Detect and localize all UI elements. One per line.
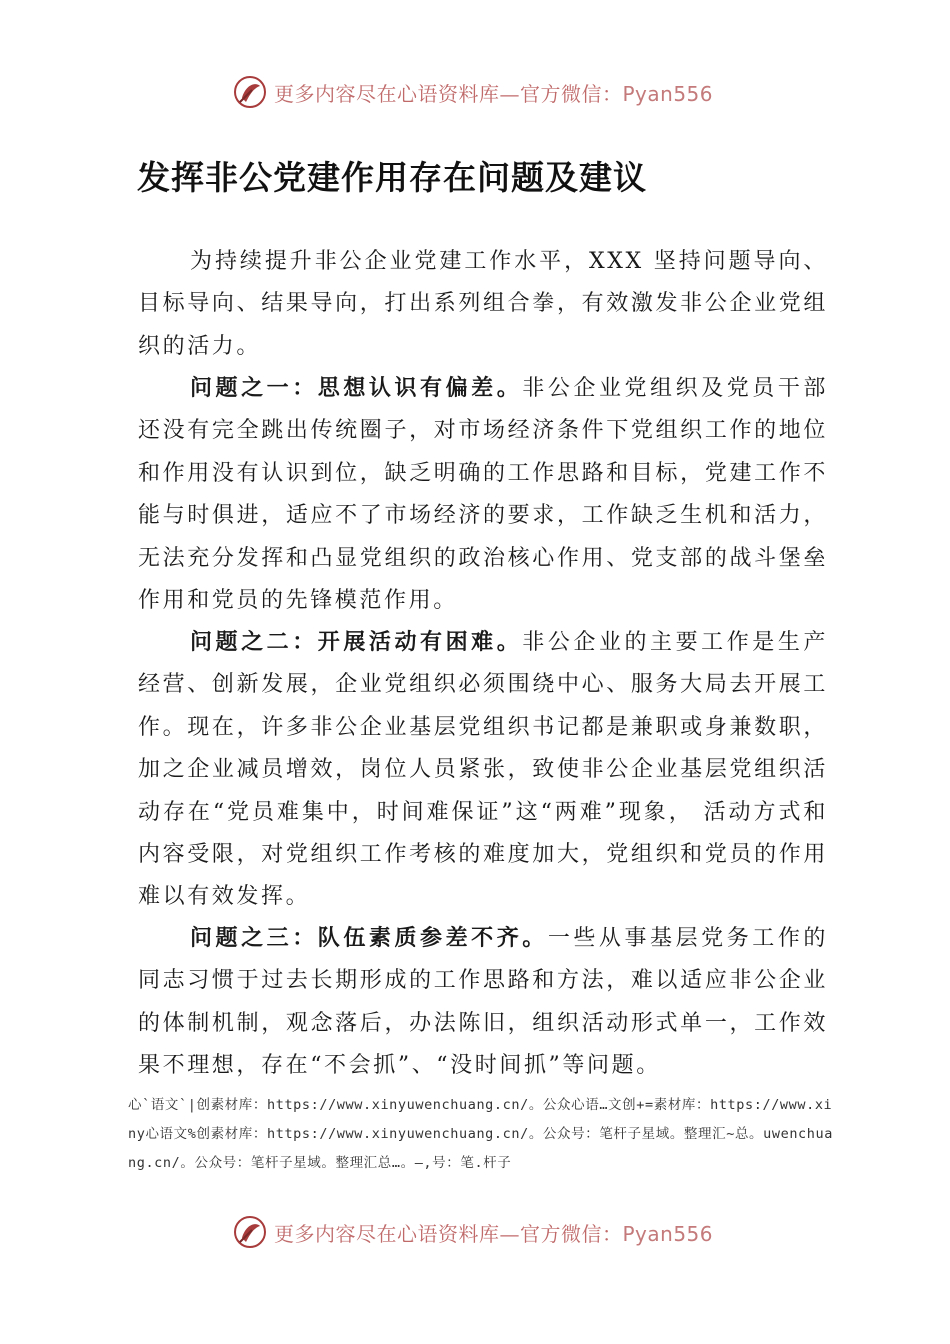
issue-heading: 问题之一：思想认识有偏差。 <box>190 376 523 401</box>
footer-banner <box>232 1212 752 1252</box>
page-title: 发挥非公党建作用存在问题及建议 <box>137 158 647 197</box>
xinyu-logo-icon <box>232 74 268 110</box>
wechat-id: Pyan556 <box>622 81 714 106</box>
banner-text: 更多内容尽在心语资料库—官方微信：Pyan556 <box>274 81 714 106</box>
issue-paragraph-2 <box>138 622 828 919</box>
issue-body: 非公企业的主要工作是生产经营、创新发展，企业党组织必须围绕中心、服务大局去开展工作。现在，许多非公企业基层党组织书记都是兼职或身兼数职，加之企业减员增效，岗位人员紧张，致使非公企业基层党组织活动存在“党员难集中，时间难保证”这“两难”现象， 活动方式和内容受限，对党组织工作考核的难度加大，党组织和党员的作用难以有效发挥。 <box>138 630 829 910</box>
issue-paragraph-1 <box>138 368 828 622</box>
issue-body: 一些从事基层党务工作的同志习惯于过去长期形成的工作思路和方法，难以适应非公企业的体制机制，观念落后，办法陈旧，组织活动形式单一，工作效果不理想，存在“不会抓”、“没时间抓”等问题。 <box>138 926 828 1079</box>
issue-body: 非公企业党组织及党员干部还没有完全跳出传统圈子，对市场经济条件下党组织工作的地位和作用没有认识到位，缺乏明确的工作思路和目标，党建工作不能与时俱进，适应不了市场经济的要求，工作缺乏生机和活力，无法充分发挥和凸显党组织的政治核心作用、党支部的战斗堡垒作用和党员的先锋模范作用。 <box>138 376 829 614</box>
header-banner <box>232 72 752 112</box>
intro-paragraph: 为持续提升非公企业党建工作水平，XXX 坚持问题导向、目标导向、结果导向，打出系列组合拳，有效激发非公企业党组织的活力。 <box>138 249 828 359</box>
issue-heading: 问题之二：开展活动有困难。 <box>190 630 523 655</box>
banner-text: 更多内容尽在心语资料库—官方微信：Pyan556 <box>274 1221 714 1246</box>
issue-heading: 问题之三：队伍素质参差不齐。 <box>190 926 548 951</box>
xinyu-logo-icon <box>232 1214 268 1250</box>
issue-paragraph-3 <box>138 918 828 1088</box>
watermark-text: 心`语文`|创素材库：https://www.xinyuwenchuang.cn/。公众心语…文创+=素材库：https://www.xiny心语文%创素材库：https://www.xinyuwenchuang.cn/。公众号：笔杆子星域。整理汇~总。uwenchuang.cn/。公众号：笔杆子星域。整理汇总…。—,号：笔.杆子 <box>128 1097 833 1171</box>
wechat-id: Pyan556 <box>622 1221 714 1246</box>
